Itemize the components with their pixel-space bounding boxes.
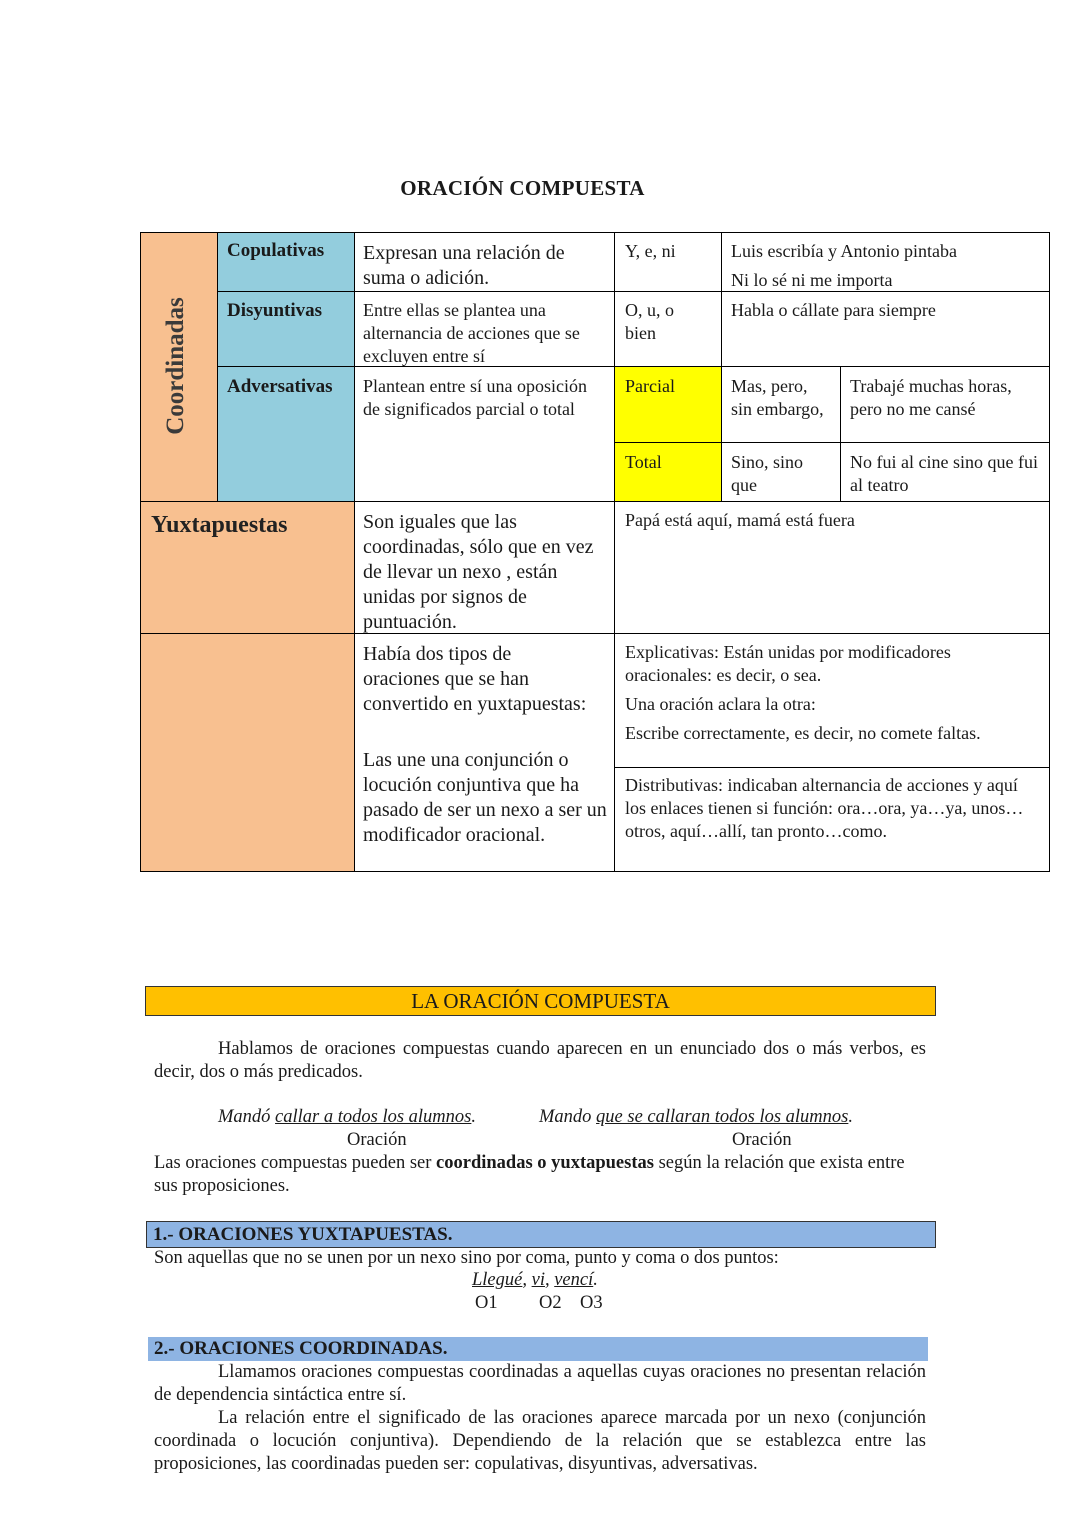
coordinadas-label: Coordinadas (162, 297, 189, 435)
parcial-nexos: Mas, pero, sin embargo, (731, 376, 824, 419)
table-border (140, 501, 1049, 502)
yuxtapuestas-label: Yuxtapuestas (151, 512, 288, 538)
table-border (614, 442, 1049, 443)
intro-paragraph-2: Las oraciones compuestas pueden ser coordinadas o yuxtapuestas según la relación que exista entre sus proposiciones. (154, 1153, 905, 1196)
copulativas-label: Copulativas (227, 240, 325, 261)
disyuntivas-label: Disyuntivas (227, 300, 323, 321)
label-o1: O1 (475, 1293, 498, 1313)
oracion-label-1: Oración (347, 1130, 407, 1150)
copulativas-example-2: Ni lo sé ni me importa (731, 270, 893, 290)
table-border (354, 232, 355, 872)
section-2-heading: 2.- ORACIONES COORDINADAS. (148, 1337, 928, 1361)
label-o2: O2 (539, 1293, 562, 1313)
copulativas-desc: Expresan una relación de suma o adición. (363, 242, 565, 289)
page-title: ORACIÓN COMPUESTA (400, 176, 645, 200)
section-2-paragraph-1: Llamamos oraciones compuestas coordinadas a aquellas cuyas oraciones no presentan relación de dependencia sintáctica entre sí. (154, 1362, 926, 1405)
parcial-example: Trabajé muchas horas, pero no me cansé (850, 376, 1012, 419)
total-example: No fui al cine sino que fui al teatro (850, 452, 1038, 495)
table-border (721, 232, 722, 502)
distributivas-text: Distributivas: indicaban alternancia de acciones y aquí los enlaces tienen si función: ora…ora, ya…ya, unos… otros, aquí…allí, tan pronto…como. (625, 775, 1024, 841)
table-border (140, 871, 1050, 872)
section-1-text: Son aquellas que no se unen por un nexo sino por coma, punto y coma o dos puntos: (154, 1248, 779, 1268)
table-border (1049, 232, 1050, 872)
adversativas-desc: Plantean entre sí una oposición de significados parcial o total (363, 376, 587, 419)
table-border (140, 232, 141, 872)
explicativas-text-3: Escribe correctamente, es decir, no comete faltas. (625, 723, 981, 743)
section-1-example: Llegué, vi, vencí. (472, 1270, 598, 1290)
oracion-label-2: Oración (732, 1130, 792, 1150)
explicativas-text-2: Una oración aclara la otra: (625, 694, 816, 714)
table-border (840, 367, 841, 502)
intro-paragraph: Hablamos de oraciones compuestas cuando aparecen en un enunciado dos o más verbos, es decir, dos o más predicados. (154, 1039, 926, 1082)
yuxtapuestas-example: Papá está aquí, mamá está fuera (625, 510, 855, 530)
table-border (140, 232, 1050, 233)
section-1-heading: 1.- ORACIONES YUXTAPUESTAS. (146, 1221, 936, 1248)
otras-desc-1: Había dos tipos de oraciones que se han convertido en yuxtapuestas: (363, 643, 587, 715)
adversativas-label: Adversativas (227, 376, 333, 397)
types-cell (218, 233, 354, 502)
table-border (614, 232, 615, 872)
table-border (217, 232, 218, 502)
otras-cell (141, 634, 354, 872)
disyuntivas-desc: Entre ellas se plantea una alternancia de acciones que se excluyen entre sí (363, 300, 580, 366)
explicativas-text-1: Explicativas: Están unidas por modificadores oracionales: es decir, o sea. (625, 642, 951, 685)
section-banner: LA ORACIÓN COMPUESTA (145, 986, 936, 1016)
total-label: Total (625, 452, 662, 472)
disyuntivas-example: Habla o cállate para siempre (731, 300, 936, 320)
section-2-paragraph-2: La relación entre el significado de las oraciones aparece marcada por un nexo (conjunción coordinada o locución conjuntiva). Dependiendo de la relación que se establezca entre las proposiciones, las coordinadas pueden ser: copulativas, disyuntivas, adversativas. (154, 1408, 926, 1474)
total-nexos: Sino, sino que (731, 452, 804, 495)
parcial-label: Parcial (625, 376, 675, 396)
example-sentence-1: Mandó callar a todos los alumnos. (218, 1107, 476, 1127)
example-sentence-2: Mando que se callaran todos los alumnos. (539, 1107, 853, 1127)
table-border (614, 767, 1049, 768)
copulativas-example-1: Luis escribía y Antonio pintaba (731, 241, 957, 261)
table-border (217, 291, 1049, 292)
otras-desc-2: Las une una conjunción o locución conjuntiva que ha pasado de ser un nexo a ser un modificador oracional. (363, 749, 607, 846)
copulativas-nexos: Y, e, ni (625, 241, 676, 261)
table-border (217, 366, 1049, 367)
yuxtapuestas-desc: Son iguales que las coordinadas, sólo que en vez de llevar un nexo , están unidas por signos de puntuación. (363, 511, 594, 633)
disyuntivas-nexos: O, u, o bien (625, 300, 674, 343)
label-o3: O3 (580, 1293, 603, 1313)
